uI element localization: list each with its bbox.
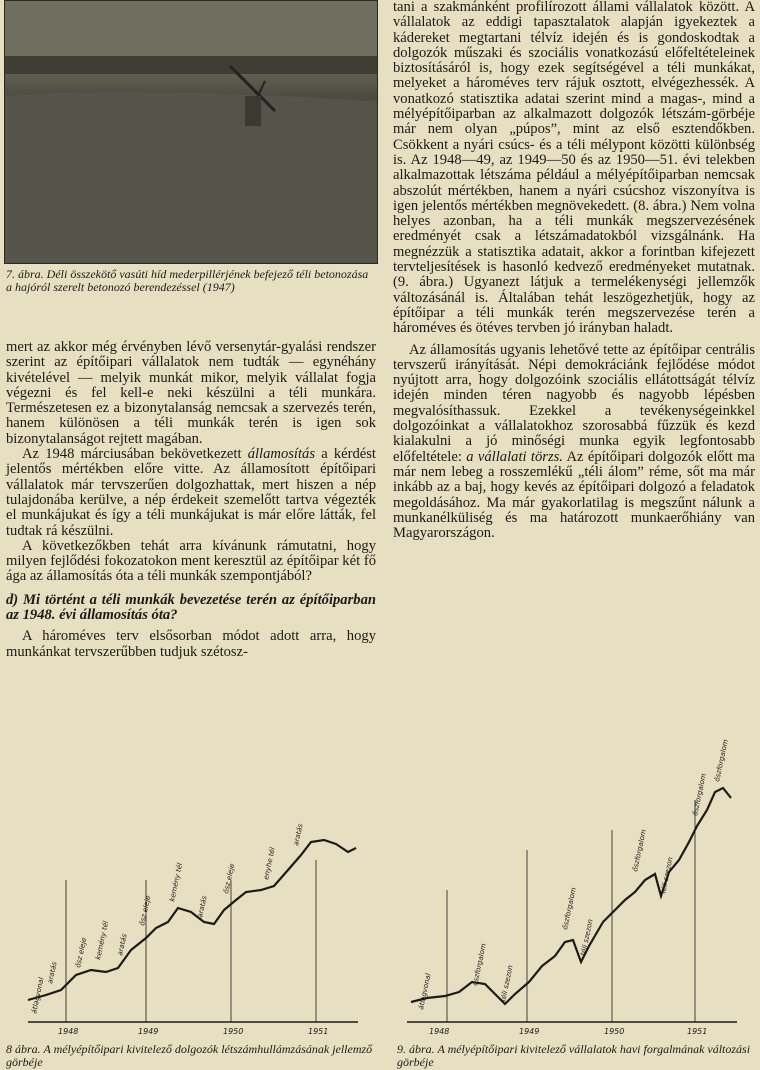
bridge-pier-photo — [4, 0, 378, 264]
left-p2-post: a kérdést jelentős mértékben előre vitte. Az államosított építőipari vállalatok már tervszerűen dolgozhattak, mert hiszen a nép tulajdonába kerülve, a nép érdekeit szemelőtt tartva végezték el munkájukat és így a téli munkájukat is már előre látták, fel tudtak rá készülni. — [6, 446, 376, 539]
left-paragraph-1: mert az akkor még érvényben lévő versenytár-gyalási rendszer szerint az építőipari vállalatok nem tudták — egynéhány kivételével — melyik munkát mikor, melyik vállalat fogja végezni és fel kell-e neki készülni a téli munkára. Természetesen ez a bizonytalanság nemcsak a szervezés terén, hanem különösen a téli munkák terén is igen sok bizonytalanságot rejtett magában. — [6, 339, 376, 447]
fig8-label: enyhe tél — [262, 846, 277, 881]
fig9-label: őszforgalom — [631, 828, 648, 873]
fig8-label: ősz eleje — [222, 862, 237, 895]
fig8-label: aratás — [116, 933, 129, 957]
fig9-year: 1948 — [429, 1027, 450, 1036]
left-p2-pre: Az 1948 márciusában bekövetkezett — [22, 446, 248, 463]
fig9-year: 1951 — [687, 1027, 708, 1036]
right-column — [393, 0, 755, 541]
photo-illustration — [5, 1, 377, 263]
fig8-labels — [30, 823, 328, 1036]
fig9-label: őszforgalom — [691, 772, 708, 817]
left-paragraph-2 — [6, 447, 376, 539]
figure-8-svg — [6, 800, 382, 1040]
fig8-label: kemény tél — [168, 862, 185, 903]
right-paragraph-1: tani a szakmánként profilírozott állami vállalatok között. A vállalatok az eddigi tapasztalatok alapján igyekeztek a kádereket megtartani télvíz idején és is gondoskodtak a dolgozók műszaki és szociális vonatkozású előfeltételeinek biztosításáról is, hogy ezek segítségével a téli munkákat, melyeket a hároméves terv rájuk osztott, elvégezhessék. A vonatkozó statisztika adatai szerint mind a magas-, mind a mélyépítőiparban az alkalmazott dolgozók létszám-görbéje már nem olyan „púpos”, mint az első esztendőkben. Csökkent a nyári csúcs- és a téli mélypont közötti különbség is. Az 1948—49, az 1949—50 és az 1950—51. évi telekben alkalmazottak létszáma például a mélyépítőiparban nemcsak abszolút mértékben, hanem a nyári csúcshoz viszonyítva is igen jelentős mértékben megnövekedett. (8. ábra.) Nem volna helyes azonban, ha a téli munkák megszervezésének eredményét csak a létszámadatokból vizsgálnánk. Ha megnézzük a statisztika adatait, akkor a forintban kifejezett tervteljesítések is hasonló kedvező eredményeket mutatnak. (9. ábra.) Ugyanezt látjuk a termelékenységi jellemzők változásánál is. Általában tehát leszögezhetjük, hogy az építőipar a téli munkák terén megszervezése terén a hároméves és ötéves tervben jó irányban haladt. — [393, 0, 755, 337]
fig9-labels — [417, 738, 730, 1036]
fig8-curve — [28, 840, 356, 1000]
figure-8-chart — [6, 800, 382, 1045]
fig9-label: őszforgalom — [471, 942, 488, 987]
fig8-year: 1951 — [308, 1027, 329, 1036]
figure-8-caption: 8 ábra. A mélyépítőipari kivitelező dolgozók létszámhullámzásának jellemző görbéje — [6, 1042, 373, 1069]
left-paragraph-4: A hároméves terv elsősorban módot adott arra, hogy munkánkat tervszerűbben tudjuk szétosz- — [6, 628, 376, 660]
right-paragraph-2 — [393, 343, 755, 542]
section-heading-d: d) Mi történt a téli munkák bevezetése terén az építőiparban az 1948. évi államosítás óta? — [6, 591, 376, 624]
fig9-label: téli szezon — [499, 964, 515, 1003]
fig9-year: 1950 — [604, 1027, 625, 1036]
figure-9-chart — [397, 738, 757, 1045]
fig8-year: 1950 — [223, 1027, 244, 1036]
figure-9-caption: 9. ábra. A mélyépítőipari kivitelező vállalatok havi forgalmának változási görbéje — [397, 1042, 751, 1069]
fig8-label: kemény tél — [94, 920, 111, 961]
fig8-label: aratás — [46, 961, 59, 985]
right-p2-emphasis: a vállalati törzs. — [466, 448, 563, 465]
fig8-label: aratás — [196, 895, 209, 919]
fig8-label: aratás — [292, 823, 305, 847]
fig9-label: átlagvonal — [417, 972, 433, 1011]
fig9-year: 1949 — [519, 1027, 540, 1036]
fig8-year: 1949 — [138, 1027, 159, 1036]
right-p2-pre: Az államosítás ugyanis lehetővé tette az építőipar centrális tervszerű irányítását. Népi demokráciánk fejlődése módot nyújtott arra, hogy dolgozóink szociális ellátottságát télvíz idején minden téren nagyobb és nagyobb lépésben megvalósíthassuk. Ezekkel a tevékenységeinkkel dolgozóinkat a vállalatokhoz szorosabbá fűzzük és kezd kialakulni a jó minőségi munka egyik legfontosabb előfeltétele: — [393, 341, 755, 465]
fig8-label: ősz eleje — [74, 936, 89, 969]
fig9-label: őszforgalom — [561, 886, 578, 931]
right-p2-post: Az építőipari dolgozók előtt ma már nem lebeg a rosszemlékű „téli álom” réme, sőt ma már inkább az a baj, hogy kevés az építőipari dolgozó a feladatok megoldásához. Ma már gyakorlatilag is megszűnt nálunk a munkanélküliség és ma határozott munkaerőhiány van Magyarországon. — [393, 448, 755, 542]
fig8-year: 1948 — [58, 1027, 79, 1036]
figure-7-caption: 7. ábra. Déli összekötő vasúti híd mederpillérjének befejező téli betonozása a hajóról szerelt betonozó berendezéssel (1947) — [6, 267, 369, 294]
fig8-label: átlagvonal — [30, 976, 46, 1015]
fig9-label: téli szezon — [579, 918, 595, 957]
left-p2-emphasis: államosítás — [247, 446, 316, 463]
fig9-label: téli szezon — [659, 856, 675, 895]
fig8-label: ősz eleje — [138, 894, 153, 927]
left-paragraph-3: A következőkben tehát arra kívánunk rámutatni, hogy milyen fejlődési fokozatokon ment keresztül az építőipar két fő ága az államosítás óta a téli munkák szempontjából? — [6, 537, 376, 585]
figure-9-svg — [397, 738, 757, 1040]
left-column — [6, 340, 376, 660]
fig9-label: őszforgalom — [713, 738, 730, 783]
